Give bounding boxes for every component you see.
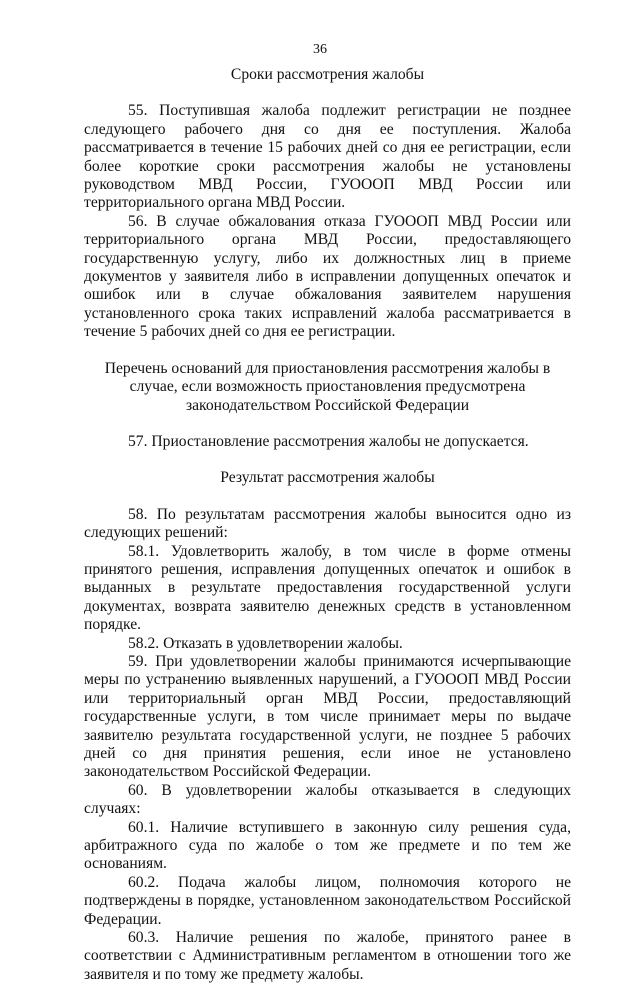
paragraph-58: 58. По результатам рассмотрения жалобы выносится одно из следующих решений: bbox=[84, 505, 571, 542]
paragraph-56: 56. В случае обжалования отказа ГУОООП МВД России или территориального органа МВД России, предоставляющего государственную услугу, либо их должностных лиц в приеме документов у заявителя либо в исправлении допущенных опечаток и ошибок или в случае обжалования заявителем нарушения установленного срока таких исправлений жалоба рассматривается в течение 5 рабочих дней со дня ее регистрации. bbox=[84, 212, 571, 341]
paragraph-58-2: 58.2. Отказать в удовлетворении жалобы. bbox=[128, 634, 403, 652]
paragraph-55: 55. Поступившая жалоба подлежит регистрации не позднее следующего рабочего дня со дня ее поступления. Жалоба рассматривается в течение 15 рабочих дней со дня ее регистрации, если более короткие сроки рассмотрения жалобы не установлены руководством МВД России, ГУОООП МВД России или территориального органа МВД России. bbox=[84, 102, 571, 212]
paragraph-60-1: 60.1. Наличие вступившего в законную силу решения суда, арбитражного суда по жалобе о том же предмете и по тем же основаниям. bbox=[84, 818, 571, 873]
paragraph-57: 57. Приостановление рассмотрения жалобы не допускается. bbox=[128, 432, 529, 450]
page-number: 36 bbox=[313, 42, 327, 57]
heading-complaint-terms: Сроки рассмотрения жалобы bbox=[230, 66, 425, 83]
paragraph-58-1: 58.1. Удовлетворить жалобу, в том числе в форме отмены принятого решения, исправления допущенных опечаток и ошибок в выданных в результате предоставления государственной услуги документах, возврата заявителю денежных средств в установленном порядке. bbox=[84, 542, 571, 634]
paragraph-60-3: 60.3. Наличие решения по жалобе, принятого ранее в соответствии с Административным регламентом в отношении того же заявителя и по тому же предмету жалобы. bbox=[84, 929, 571, 983]
heading-suspension-grounds: Перечень оснований для приостановления рассмотрения жалобы в случае, если возможность приостановления предусмотрена законодательством Российской Федерации bbox=[104, 359, 551, 414]
paragraph-60: 60. В удовлетворении жалобы отказывается в следующих случаях: bbox=[84, 781, 571, 818]
paragraph-59: 59. При удовлетворении жалобы принимаются исчерпывающие меры по устранению выявленных нарушений, а ГУОООП МВД России или территориальный орган МВД России, предоставляющий государственные услуги, в том числе принимает меры по выдаче заявителю результата государственной услуги, не позднее 5 рабочих дней со дня принятия решения, если иное не установлено законодательством Российской Федерации. bbox=[84, 652, 571, 781]
document-body bbox=[84, 66, 571, 984]
paragraph-60-2: 60.2. Подача жалобы лицом, полномочия которого не подтверждены в порядке, установленном законодательством Российской Федерации. bbox=[84, 873, 571, 928]
heading-result: Результат рассмотрения жалобы bbox=[220, 469, 435, 487]
